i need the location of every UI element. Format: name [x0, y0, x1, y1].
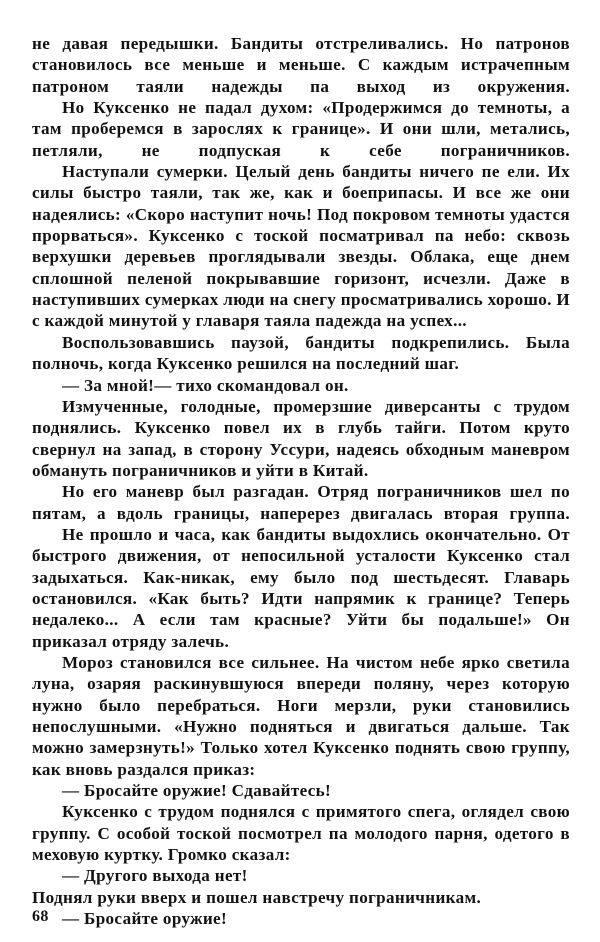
dialogue-line: — За мной!— тихо скомандовал он. [62, 375, 349, 395]
paragraph: Воспользовавшись паузой, бандиты подкрепились. Была полночь, когда Куксенко решился на последний шаг. [32, 332, 570, 374]
dialogue-line: — Бросайте оружие! Сдавайтесь! [62, 781, 332, 801]
paragraph: Измученные, голодные, промерзшие диверсанты с трудом поднялись. Куксенко повел их в глубь тайги. Потом круто свернул на запад, в сторону Уссури, надеясь обходным маневром обмануть пограничников и уйти в Китай. [32, 396, 570, 480]
paragraph: Но Куксенко не падал духом: «Продержимся до темноты, а там проберемся в зарослях к границе». И они шли, метались, петляли, не подпуская к себе пограничников. [32, 98, 570, 160]
paragraph: Не прошло и часа, как бандиты выдохлись окончательно. От быстрого движения, от непосильной усталости Куксенко стал задыхаться. Как-никак, ему было под шестьдесят. Главарь остановился. «Как быть? Идти напрямик к границе? Теперь недалеко... А если там красные? Уйти бы подальше!» Он приказал отряду залечь. [32, 524, 570, 651]
page-number: 68 [32, 908, 49, 925]
paragraph: Наступали сумерки. Целый день бандиты ничего пе ели. Их силы быстро таяли, так же, как и боеприпасы. И все же они надеялись: «Скоро наступит ночь! Под покровом темноты удастся прорваться». Куксенко с тоской посматривал па небо: сквозь верхушки деревьев проглядывали звезды. Облака, еще днем сплошной пеленой покрывавшие горизонт, исчезли. Даже в наступивших сумерках люди на снегу просматривались хорошо. И с каждой минутой у главаря таяла падежда на успех... [32, 162, 571, 331]
paragraph-continuation: не давая передышки. Бандиты отстреливались. Но патронов становилось все меньше и меньше. С каждым истрачепным патроном таяли надежды па выход из окружения. [32, 34, 570, 96]
paragraph-continuation: Поднял руки вверх и пошел навстречу пограничникам. [32, 887, 482, 907]
dialogue-line: — Другого выхода нет! [62, 866, 248, 886]
paragraph: Но его маневр был разгадан. Отряд пограничников шел по пятам, а вдоль границы, наперерез двигалась вторая группа. [32, 482, 570, 523]
paragraph: Куксенко с трудом поднялся с примятого спега, оглядел свою группу. С особой тоской посмотрел па молодого парня, одетого в меховую куртку. Громко сказал: [32, 802, 570, 865]
paragraph: Мороз становился все сильнее. На чистом небе ярко светила луна, озаряя раскинувшуюся впереди поляну, через которую нужно было перебраться. Ноги мерзли, руки становились непослушными. «Нужно подняться и двигаться дальше. Так можно замерзнуть!» Только хотел Куксенко поднять свою группу, как вновь раздался приказ: [32, 652, 570, 779]
page-text-column [32, 33, 570, 929]
dialogue-line: — Бросайте оружие! [62, 909, 227, 929]
